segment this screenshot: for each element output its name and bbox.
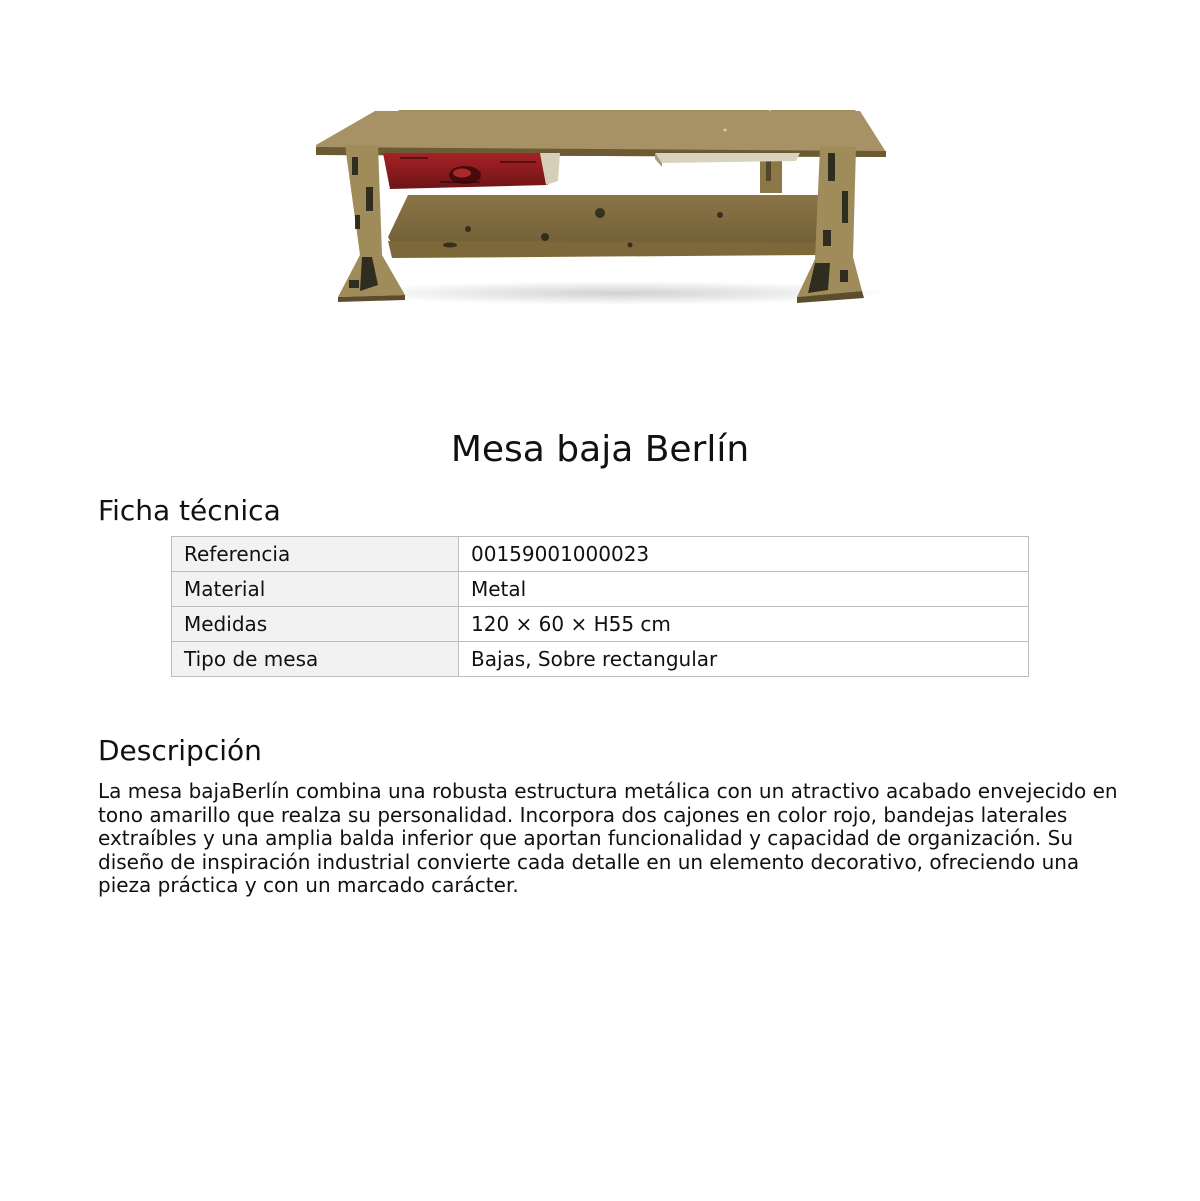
- spec-value: 00159001000023: [459, 537, 1029, 572]
- description-text: La mesa bajaBerlín combina una robusta estructura metálica con un atractivo acabado envejecido en tono amarillo que realza su personalidad. Incorpora dos cajones en color rojo, bandejas laterales extraíbles y una amplia balda inferior que aportan funcionalidad y capacidad de organización. Su diseño de inspiración industrial convierte cada detalle en un elemento decorativo, ofreciendo una pieza práctica y con un marcado carácter.: [98, 779, 1118, 897]
- spec-heading: Ficha técnica: [98, 494, 281, 527]
- spec-value: 120 × 60 × H55 cm: [459, 607, 1029, 642]
- spec-value: Metal: [459, 572, 1029, 607]
- spec-row-table-type: [172, 642, 1029, 677]
- spec-value: Bajas, Sobre rectangular: [459, 642, 1029, 677]
- description-heading: Descripción: [98, 734, 262, 767]
- spec-key: Medidas: [172, 607, 459, 642]
- spec-key: Tipo de mesa: [172, 642, 459, 677]
- spec-row-material: [172, 572, 1029, 607]
- spec-table: [171, 536, 1029, 677]
- product-title: Mesa baja Berlín: [450, 429, 750, 470]
- spec-row-dimensions: [172, 607, 1029, 642]
- spec-row-reference: [172, 537, 1029, 572]
- spec-key: Referencia: [172, 537, 459, 572]
- spec-key: Material: [172, 572, 459, 607]
- product-image: [300, 95, 900, 315]
